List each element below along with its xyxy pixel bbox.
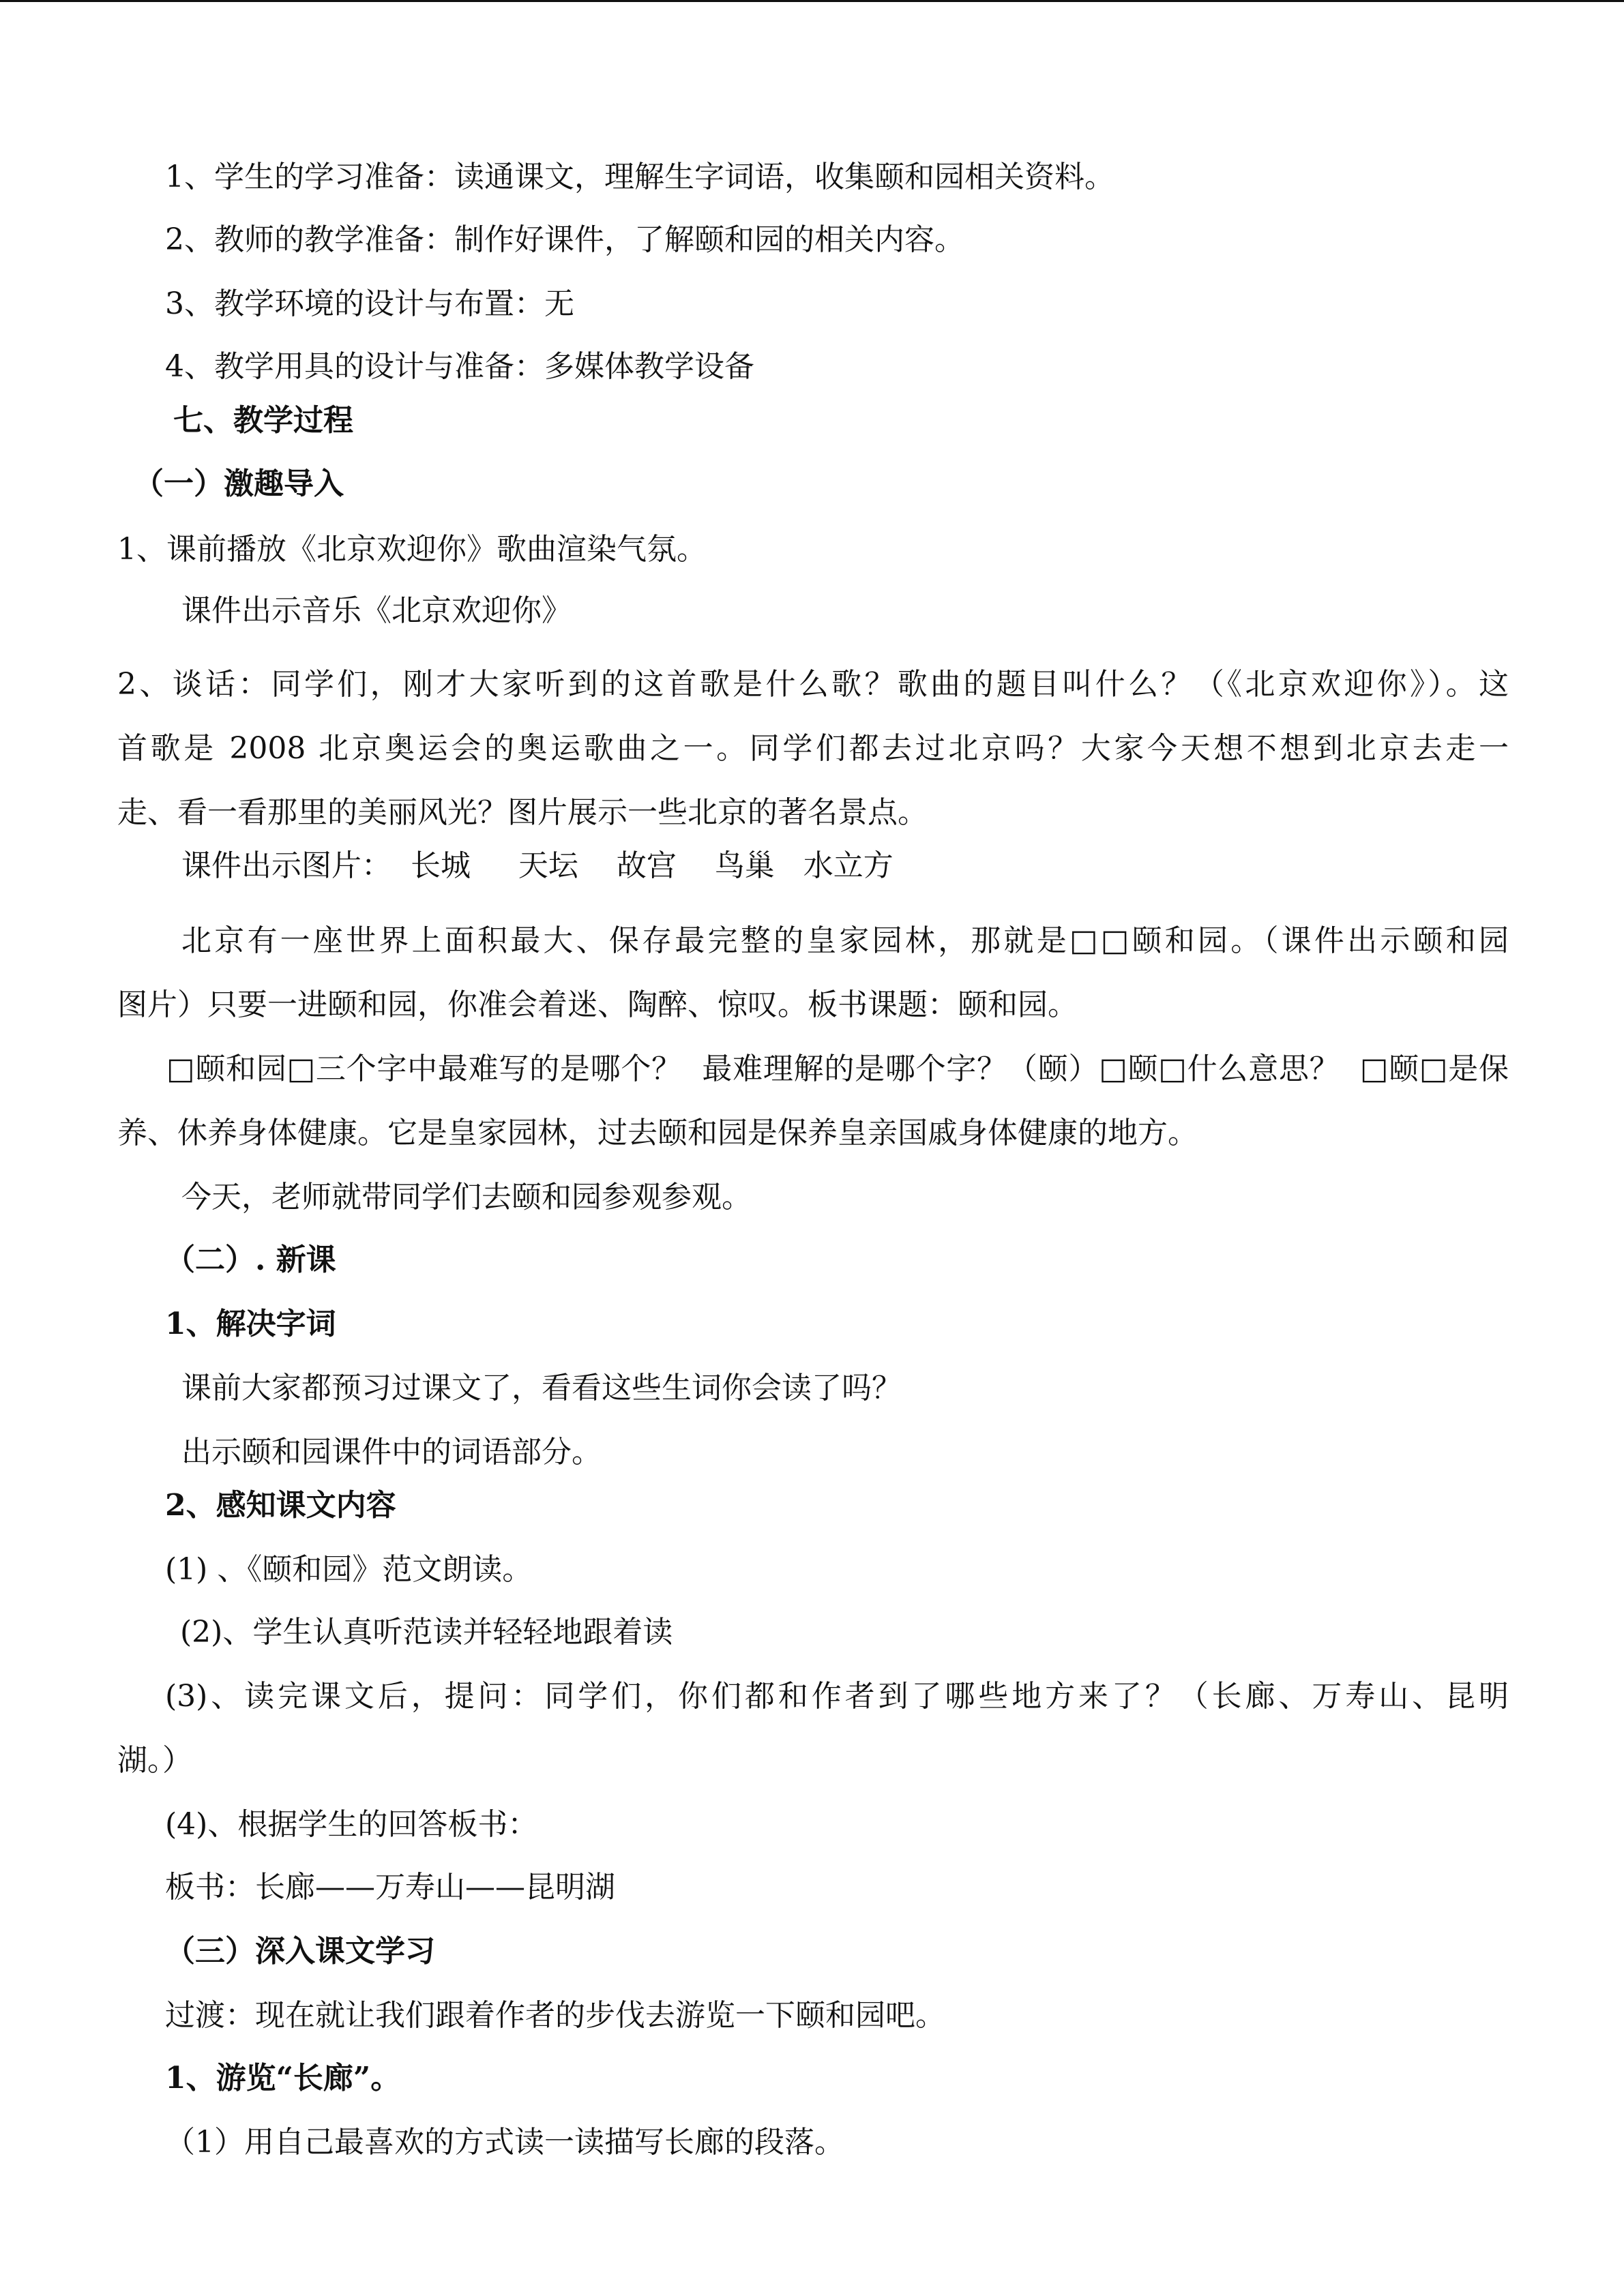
intro-dialogue-line-1: 2、谈话：同学们，刚才大家听到的这首歌是什么歌？歌曲的题目叫什么？（《北京欢迎你》）。这 bbox=[117, 667, 1509, 702]
prep-environment: 3、教学环境的设计与布置：无 bbox=[165, 286, 574, 321]
intro-dialogue-line-3: 走、看一看那里的美丽风光？图片展示一些北京的著名景点。 bbox=[117, 795, 928, 830]
intro-question-line-1: □颐和园□三个字中最难写的是哪个？ 最难理解的是哪个字？（颐）□颐□什么意思？ □颐□是保 bbox=[166, 1052, 1509, 1086]
subsection-heading-intro: （一）激趣导入 bbox=[134, 466, 344, 501]
intro-line-2: 课件出示音乐《北京欢迎你》 bbox=[181, 593, 572, 628]
intro-summer-palace-line-2: 图片）只要一进颐和园，你准会着迷、陶醉、惊叹。板书课题：颐和园。 bbox=[117, 987, 1078, 1022]
intro-line-1: 1、课前播放《北京欢迎你》歌曲渲染气氛。 bbox=[117, 532, 707, 567]
new-lesson-step2-line-3-cont: 湖。） bbox=[117, 1743, 192, 1778]
deep-study-step1-line-1: （1）用自己最喜欢的方式读一读描写长廊的段落。 bbox=[165, 2125, 844, 2160]
intro-summer-palace-line-1: 北京有一座世界上面积最大、保存最完整的皇家园林，那就是□□颐和园。（课件出示颐和园 bbox=[181, 923, 1509, 958]
new-lesson-step2-line-3: (3)、读完课文后，提问：同学们，你们都和作者到了哪些地方来了？（长廊、万寿山、昆明 bbox=[165, 1679, 1509, 1714]
section-heading-process: 七、教学过程 bbox=[173, 403, 353, 438]
new-lesson-step1-heading: 1、解决字词 bbox=[165, 1307, 336, 1341]
intro-dialogue-line-2: 首歌是 2008 北京奥运会的奥运歌曲之一。同学们都去过北京吗？大家今天想不想到北京去走一 bbox=[117, 731, 1509, 766]
subsection-heading-new-lesson: （二）. 新课 bbox=[165, 1242, 336, 1277]
new-lesson-step2-line-2: (2)、学生认真听范读并轻轻地跟着读 bbox=[180, 1615, 673, 1650]
new-lesson-step1-line-1: 课前大家都预习过课文了，看看这些生词你会读了吗？ bbox=[181, 1371, 902, 1405]
deep-study-transition: 过渡：现在就让我们跟着作者的步伐去游览一下颐和园吧。 bbox=[165, 1998, 945, 2033]
prep-teacher: 2、教师的教学准备：制作好课件，了解颐和园的相关内容。 bbox=[165, 222, 964, 257]
new-lesson-step2-board: 板书：长廊——万寿山——昆明湖 bbox=[165, 1870, 615, 1905]
intro-question-line-2: 养、休养身体健康。它是皇家园林，过去颐和园是保养皇亲国戚身体健康的地方。 bbox=[117, 1116, 1198, 1150]
new-lesson-step2-line-1: (1) 、《颐和园》范文朗读。 bbox=[165, 1552, 533, 1587]
deep-study-step1-heading: 1、游览“长廊”。 bbox=[165, 2061, 401, 2096]
new-lesson-step1-line-2: 出示颐和园课件中的词语部分。 bbox=[181, 1435, 602, 1470]
new-lesson-step2-heading: 2、感知课文内容 bbox=[165, 1488, 396, 1523]
intro-today-line: 今天，老师就带同学们去颐和园参观参观。 bbox=[181, 1180, 752, 1214]
prep-tools: 4、教学用具的设计与准备：多媒体教学设备 bbox=[165, 349, 754, 384]
intro-pictures-line: 课件出示图片： 长城 天坛 故宫 鸟巢 水立方 bbox=[181, 848, 894, 883]
new-lesson-step2-line-4: (4)、根据学生的回答板书： bbox=[165, 1807, 538, 1842]
prep-student: 1、学生的学习准备：读通课文，理解生字词语，收集颐和园相关资料。 bbox=[165, 160, 1114, 194]
subsection-heading-deep-study: （三）深入课文学习 bbox=[165, 1934, 435, 1969]
